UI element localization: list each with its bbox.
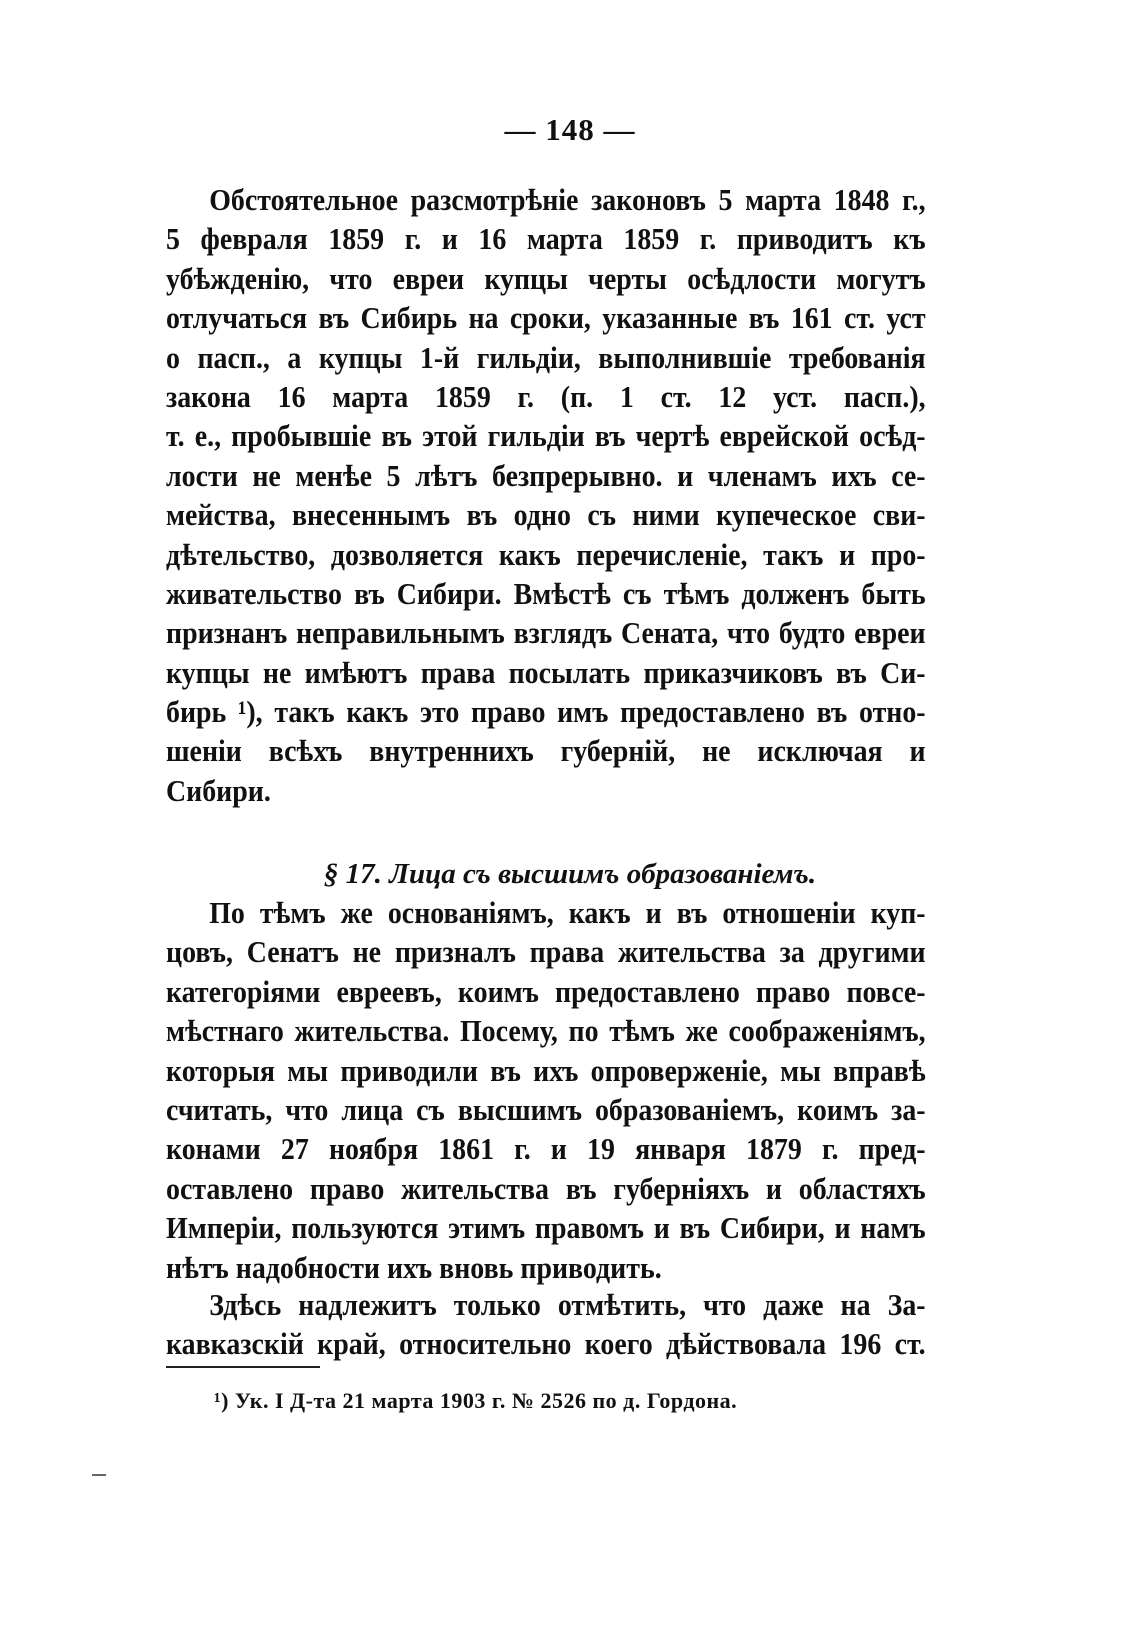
footnote: ¹) Ук. I Д-та 21 марта 1903 г. № 2526 по д. Гордона.	[214, 1388, 738, 1413]
text-line: убѣжденію, что евреи купцы черты осѣдлости могутъ	[166, 260, 926, 296]
paragraph-1	[166, 180, 926, 810]
text-line: Сибири.	[166, 772, 271, 808]
page-number: — 148 —	[504, 112, 636, 147]
text-line: живательство въ Сибири. Вмѣстѣ съ тѣмъ долженъ быть	[166, 575, 926, 611]
text-line: кавказскій край, относительно коего дѣйствовала 196 ст.	[166, 1326, 926, 1362]
footnote-divider	[166, 1366, 320, 1368]
text-line: бирь ¹), такъ какъ это право имъ предоставлено въ отно-	[166, 694, 926, 730]
paragraph-2	[166, 893, 926, 1287]
text-line: шеніи всѣхъ внутреннихъ губерній, не исключая и	[166, 733, 926, 769]
scan-speck	[92, 1474, 106, 1476]
text-line: оставлено право жительства въ губерніяхъ и областяхъ	[166, 1170, 926, 1206]
text-line: нѣтъ надобности ихъ вновь приводить.	[166, 1249, 662, 1285]
text-line: купцы не имѣютъ права посылать приказчиковъ въ Си-	[166, 654, 926, 690]
text-line: По тѣмъ же основаніямъ, какъ и въ отношеніи куп-	[209, 895, 926, 930]
text-line: мейства, внесеннымъ въ одно съ ними купеческое сви-	[166, 497, 926, 533]
paragraph-3	[166, 1285, 926, 1364]
text-line: Имперіи, пользуются этимъ правомъ и въ Сибири, и намъ	[166, 1210, 926, 1246]
text-line: Здѣсь надлежитъ только отмѣтить, что даже на За-	[209, 1287, 926, 1322]
text-line: которыя мы приводили въ ихъ опроверженіе, мы вправѣ	[166, 1052, 926, 1088]
text-line: дѣтельство, дозволяется какъ перечисленіе, такъ и про-	[166, 536, 926, 572]
text-line: 5 февраля 1859 г. и 16 марта 1859 г. приводитъ къ	[166, 221, 926, 257]
text-line: считать, что лица съ высшимъ образованіемъ, коимъ за-	[166, 1091, 926, 1127]
text-line: Обстоятельное разсмотрѣніе законовъ 5 марта 1848 г.,	[209, 182, 926, 217]
text-line: мѣстнаго жительства. Посему, по тѣмъ же соображеніямъ,	[166, 1013, 926, 1049]
text-line: лости не менѣе 5 лѣтъ безпрерывно. и членамъ ихъ се-	[166, 457, 926, 493]
section-heading: § 17. Лица съ высшимъ образованіемъ.	[323, 858, 817, 890]
text-line: категоріями евреевъ, коимъ предоставлено право повсе-	[166, 973, 926, 1009]
text-line: конами 27 ноября 1861 г. и 19 января 1879 г. пред-	[166, 1131, 926, 1167]
text-line: о пасп., а купцы 1-й гильдіи, выполнившіе требованія	[166, 339, 926, 375]
text-line: закона 16 марта 1859 г. (п. 1 ст. 12 уст. пасп.),	[166, 378, 926, 414]
text-line: отлучаться въ Сибирь на сроки, указанные въ 161 ст. уст	[166, 300, 926, 336]
text-line: цовъ, Сенатъ не призналъ права жительства за другими	[166, 934, 926, 970]
text-line: признанъ неправильнымъ взглядъ Сената, что будто евреи	[166, 615, 926, 651]
text-line: т. е., пробывшіе въ этой гильдіи въ чертѣ еврейской осѣд-	[166, 418, 926, 454]
